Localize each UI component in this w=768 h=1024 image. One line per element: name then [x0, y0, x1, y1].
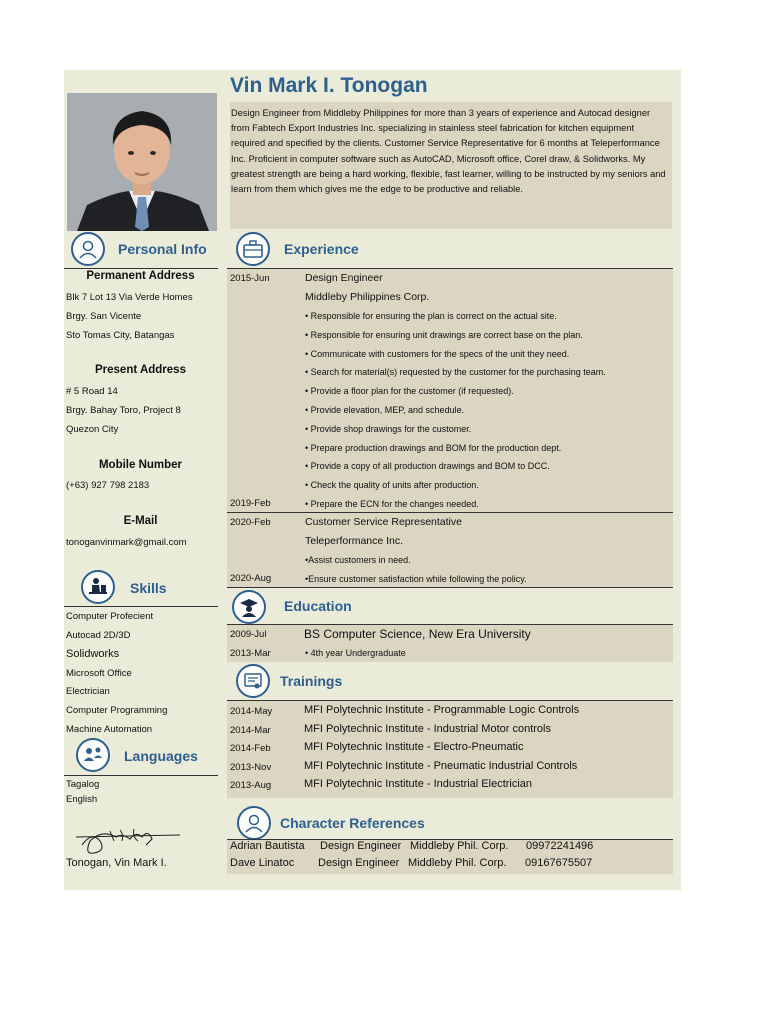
skill-item: Solidworks	[66, 648, 120, 660]
profile-photo	[67, 93, 217, 231]
reference-role: Design Engineer	[320, 840, 402, 852]
training-name: MFI Polytechnic Institute - Industrial Motor controls	[304, 723, 551, 735]
skills-title: Skills	[130, 580, 167, 596]
training-date: 2013-Aug	[230, 780, 272, 791]
divider	[64, 268, 218, 269]
worker-at-desk-icon	[81, 570, 115, 604]
permanent-address-line: Blk 7 Lot 13 Via Verde Homes	[66, 292, 193, 303]
job-duty: • Check the quality of units after production.	[305, 480, 479, 490]
divider	[64, 606, 218, 607]
skill-item: Computer Programming	[66, 705, 168, 716]
job-start-date: 2020-Feb	[230, 517, 271, 528]
skill-item: Machine Automation	[66, 724, 153, 735]
language-item: Tagalog	[66, 779, 100, 790]
job-duty: • Prepare production drawings and BOM for the production dept.	[305, 443, 562, 453]
summary-text: Design Engineer from Middleby Philippines for more than 3 years of experience and Autocad designer from Fabtech Export Industries Inc. specializing in stainless steel fabrication for kitchen equipment required and specified by the clients. Customer Service Representative for 6 months at Teleperformance Inc. Proficient in computer software such as AutoCAD, Microsoft office, Corel draw, & Solidworks. My greatest strength are being a hard working, flexible, fast learner, willing to be instructed by my seniors and learn from them which gives me the edge to be productive and reliable.	[231, 108, 666, 195]
reference-phone: 09972241496	[526, 840, 594, 852]
present-address-line: Quezon City	[66, 424, 119, 435]
job-end-date: 2019-Feb	[230, 498, 271, 509]
job-duty: •Ensure customer satisfaction while following the policy.	[305, 574, 527, 584]
reference-phone: 09167675507	[525, 857, 593, 869]
education-start-date: 2009-Jul	[230, 629, 267, 640]
summary-box	[230, 102, 672, 229]
present-address-line: # 5 Road 14	[66, 386, 118, 397]
mobile-number: (+63) 927 798 2183	[66, 480, 150, 491]
languages-title: Languages	[124, 748, 198, 764]
job-duty: • Provide elevation, MEP, and schedule.	[305, 405, 465, 415]
present-address-label: Present Address	[95, 364, 186, 376]
person-icon	[71, 232, 105, 266]
reference-name: Dave Linatoc	[230, 857, 295, 869]
mobile-label: Mobile Number	[98, 459, 183, 471]
job-duty: • Provide a copy of all production drawings and BOM to DCC.	[305, 461, 550, 471]
skill-item: Microsoft Office	[66, 668, 132, 679]
skill-item: Electrician	[66, 686, 110, 697]
permanent-address-line: Brgy. San Vicente	[66, 311, 142, 322]
job-duty: • Responsible for ensuring unit drawings are correct base on the plan.	[305, 330, 583, 340]
present-address-line: Brgy. Bahay Toro, Project 8	[66, 405, 181, 416]
resume-page	[64, 70, 681, 890]
reference-name: Adrian Bautista	[230, 840, 305, 852]
person-icon	[237, 806, 271, 840]
reference-company: Middleby Phil. Corp.	[410, 840, 509, 852]
signature-name: Tonogan, Vin Mark I.	[66, 857, 167, 869]
skill-item: Autocad 2D/3D	[66, 630, 131, 641]
training-date: 2013-Nov	[230, 762, 272, 773]
divider	[64, 775, 218, 776]
skill-item: Computer Profecient	[66, 611, 154, 622]
job-duty: •Assist customers in need.	[305, 555, 411, 565]
training-name: MFI Polytechnic Institute - Electro-Pneumatic	[304, 741, 524, 753]
briefcase-icon	[236, 232, 270, 266]
job-company: Middleby Philippines Corp.	[305, 291, 430, 303]
education-degree: BS Computer Science, New Era University	[304, 627, 531, 641]
training-name: MFI Polytechnic Institute - Industrial Electrician	[304, 778, 533, 790]
divider	[227, 512, 673, 513]
training-date: 2014-Mar	[230, 725, 271, 736]
experience-title: Experience	[284, 241, 359, 257]
job-start-date: 2015-Jun	[230, 273, 270, 284]
job-duty: • Provide a floor plan for the customer (if requested).	[305, 386, 514, 396]
graduate-icon	[232, 590, 266, 624]
reference-company: Middleby Phil. Corp.	[408, 857, 507, 869]
email-address: tonoganvinmark@gmail.com	[66, 537, 187, 548]
speaking-people-icon	[76, 738, 110, 772]
resume-name: Vin Mark I. Tonogan	[230, 74, 428, 97]
training-date: 2014-Feb	[230, 743, 271, 754]
trainings-title: Trainings	[280, 673, 343, 689]
permanent-address-line: Sto Tomas City, Batangas	[66, 330, 175, 341]
job-duty: • Search for material(s) requested by the customer for the purchasing team.	[305, 367, 606, 377]
training-name: MFI Polytechnic Institute - Programmable Logic Controls	[304, 704, 580, 716]
job-duty: • Communicate with customers for the specs of the unit they need.	[305, 349, 570, 359]
certificate-icon	[236, 664, 270, 698]
training-date: 2014-May	[230, 706, 273, 717]
permanent-address-label: Permanent Address	[86, 270, 195, 282]
job-end-date: 2020-Aug	[230, 573, 272, 584]
job-duty: • Responsible for ensuring the plan is correct on the actual site.	[305, 311, 557, 321]
references-title: Character References	[280, 815, 425, 831]
language-item: English	[66, 794, 98, 805]
job-role: Design Engineer	[305, 272, 383, 284]
job-role: Customer Service Representative	[305, 516, 462, 528]
divider	[227, 587, 673, 588]
education-note: • 4th year Undergraduate	[305, 648, 406, 658]
reference-role: Design Engineer	[318, 857, 400, 869]
education-end-date: 2013-Mar	[230, 648, 271, 659]
job-duty: • Prepare the ECN for the changes needed.	[305, 499, 479, 509]
personal-info-title: Personal Info	[118, 241, 207, 257]
job-duty: • Provide shop drawings for the customer.	[305, 424, 472, 434]
email-label: E-Mail	[123, 515, 158, 527]
job-company: Teleperformance Inc.	[305, 535, 404, 547]
education-title: Education	[284, 598, 352, 614]
training-name: MFI Polytechnic Institute - Pneumatic Industrial Controls	[304, 760, 578, 772]
